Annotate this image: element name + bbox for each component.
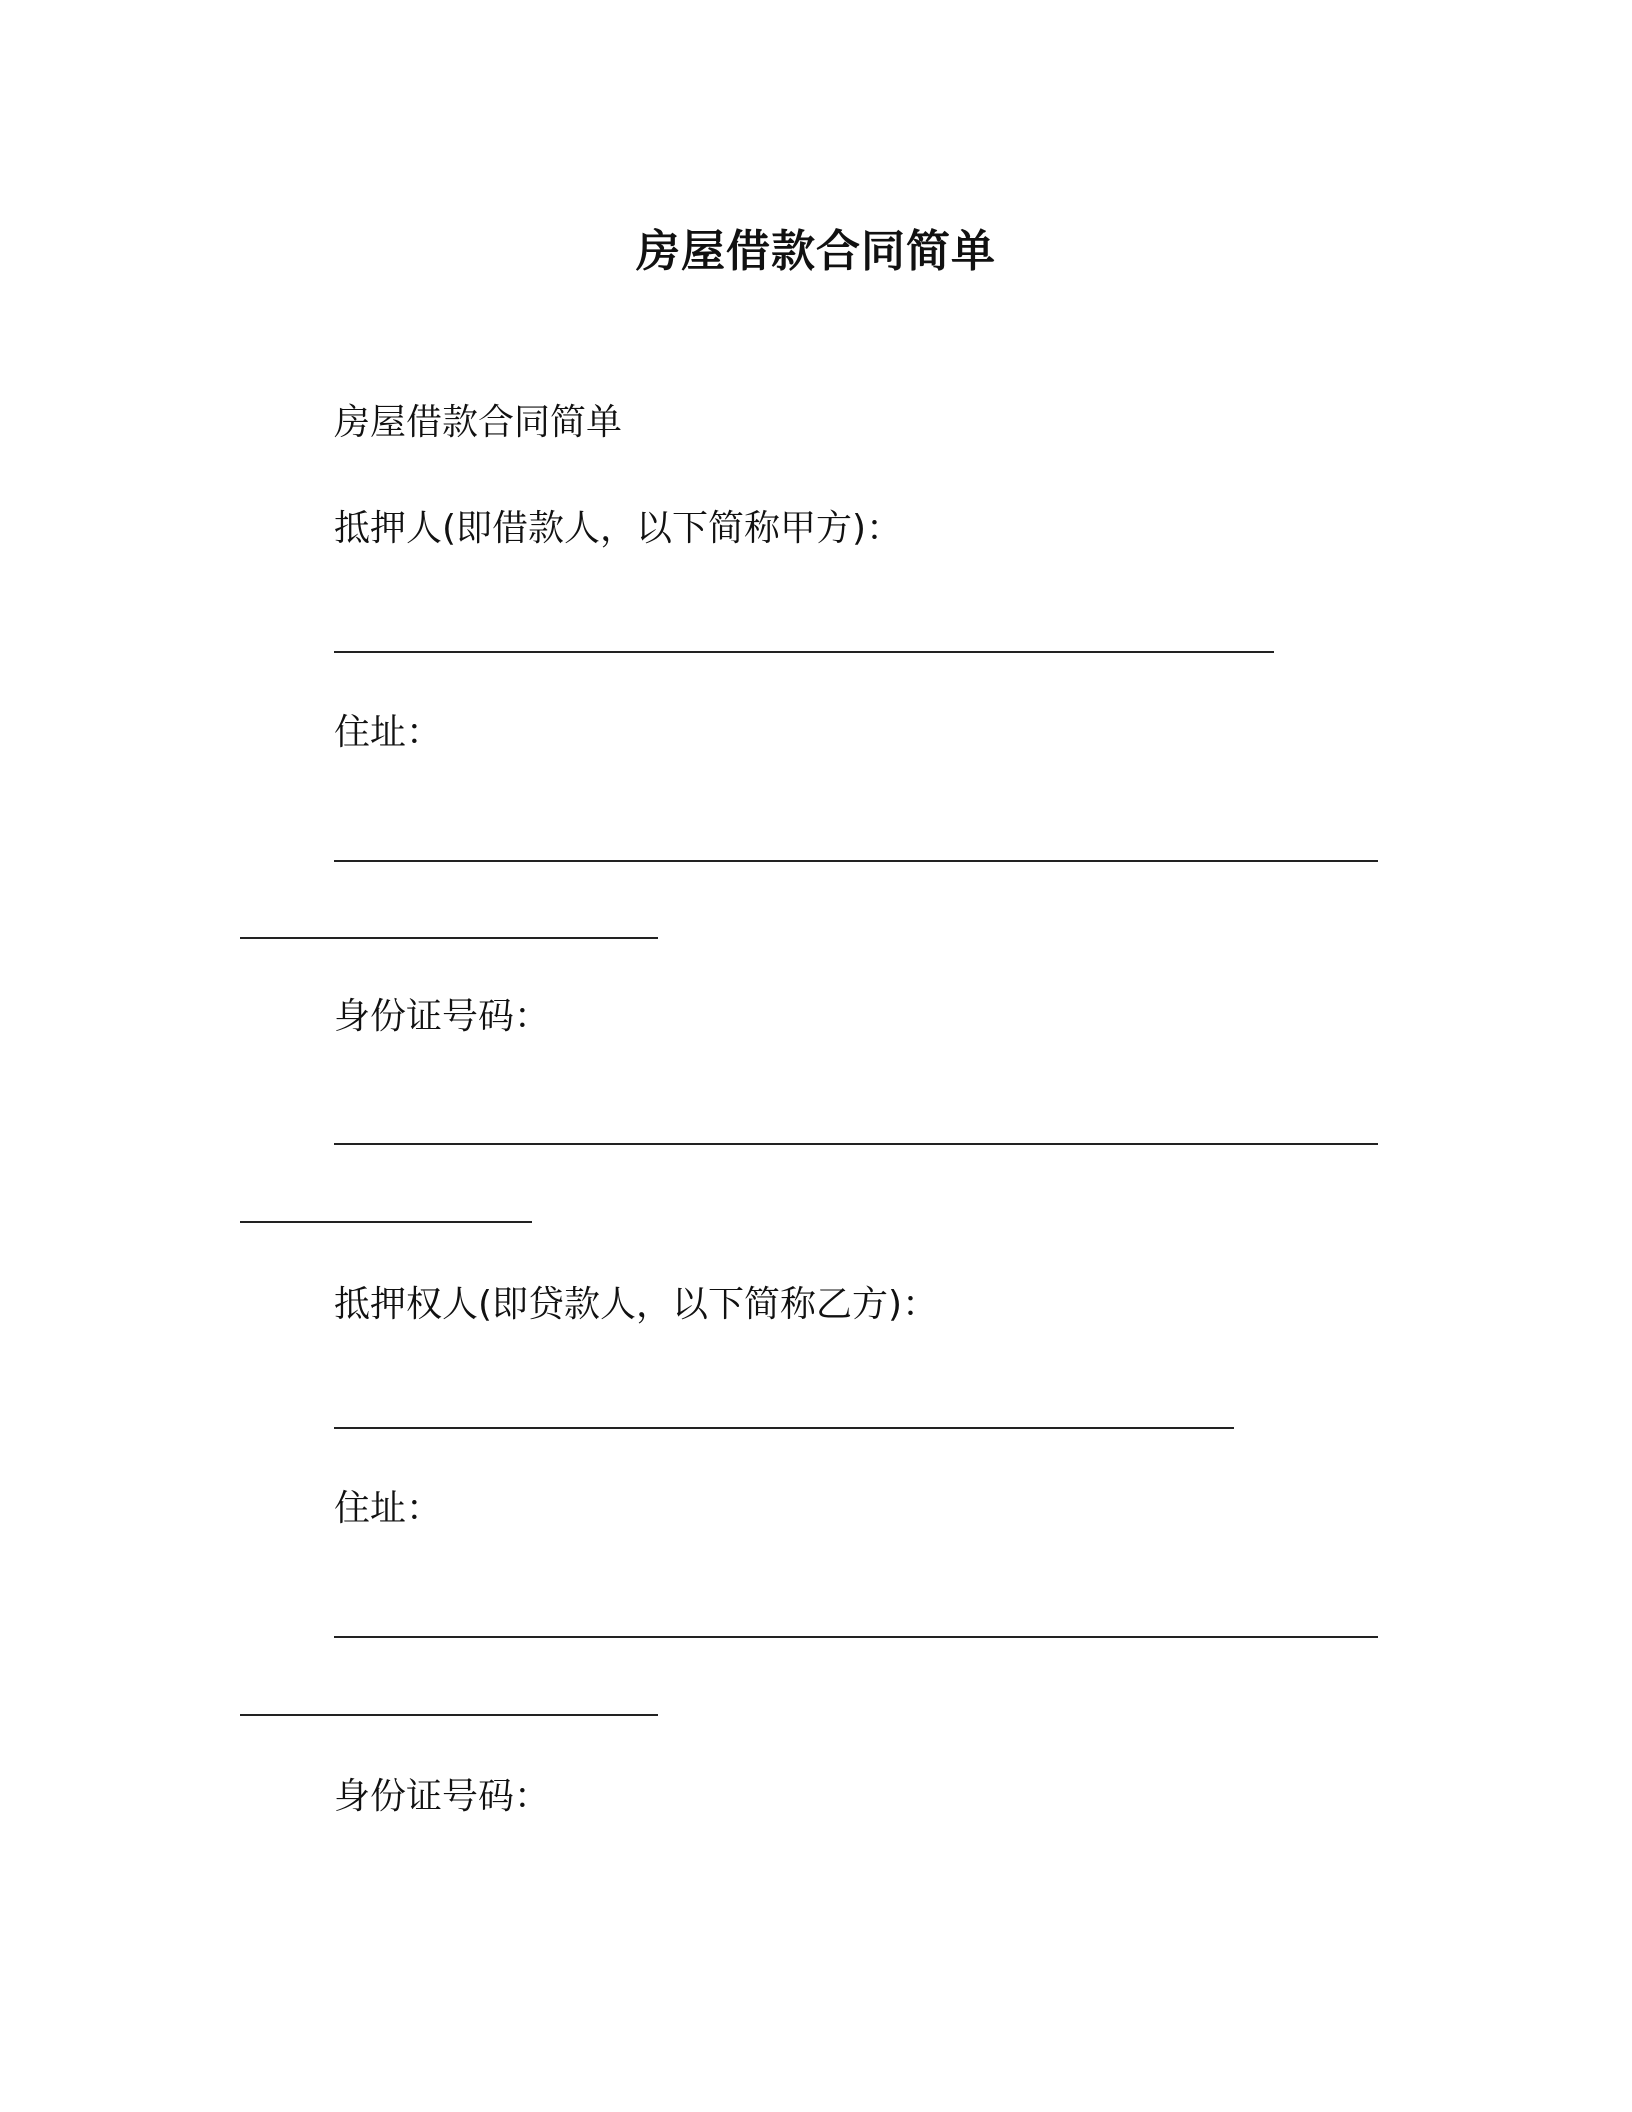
mortgagee-address-blank — [334, 1636, 1378, 1638]
mortgagee-address-label: 住址： — [334, 1488, 443, 1529]
mortgagee-address-blank-continued — [240, 1714, 658, 1716]
mortgagor-address-blank — [334, 860, 1378, 862]
document-title: 房屋借款合同简单 — [636, 226, 996, 277]
mortgagor-address-label: 住址： — [334, 712, 443, 753]
mortgagor-id-blank-continued — [240, 1221, 532, 1223]
mortgagor-address-blank-continued — [240, 937, 658, 939]
mortgagor-id-label: 身份证号码： — [334, 996, 551, 1037]
mortgagor-name-blank — [334, 651, 1274, 653]
mortgagor-label: 抵押人(即借款人，以下简称甲方)： — [334, 508, 903, 549]
mortgagee-name-blank — [334, 1427, 1234, 1429]
mortgagee-label: 抵押权人(即贷款人，以下简称乙方)： — [334, 1284, 939, 1325]
mortgagee-id-label: 身份证号码： — [334, 1776, 551, 1817]
mortgagor-id-blank — [334, 1143, 1378, 1145]
heading-line: 房屋借款合同简单 — [334, 402, 623, 443]
